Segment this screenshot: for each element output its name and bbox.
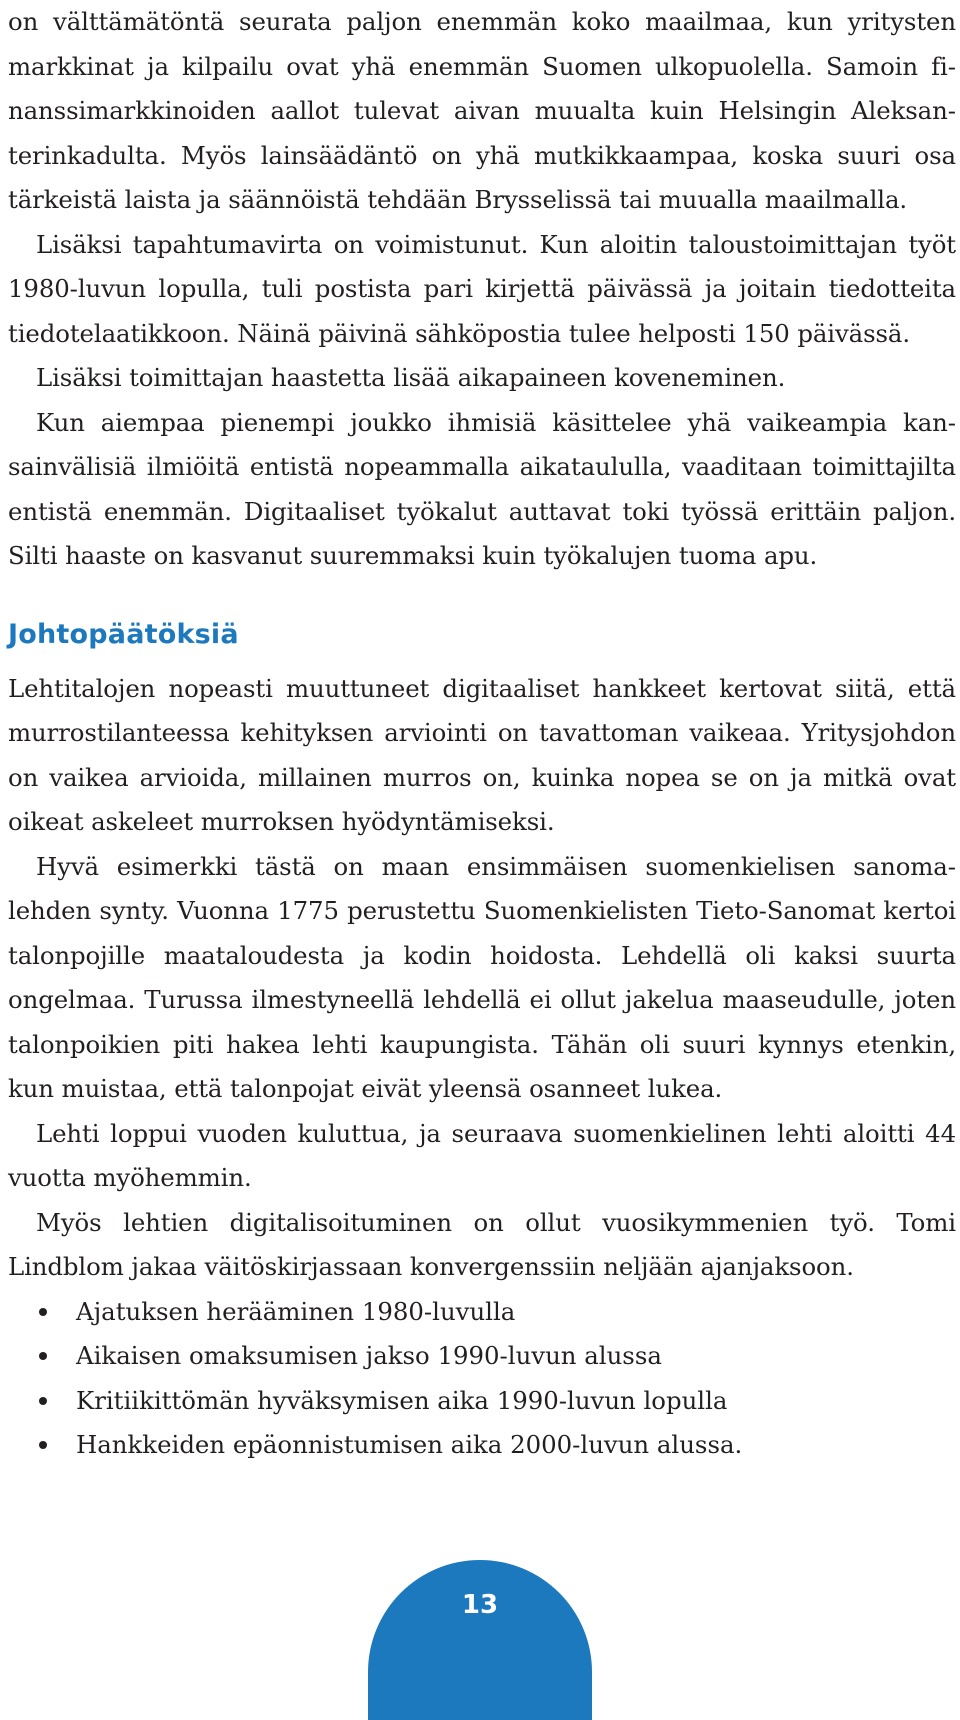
list-item (8, 1334, 956, 1379)
list-item (8, 1379, 956, 1424)
list-item-text: Aikaisen omaksumisen jakso 1990-luvun alussa (76, 1341, 662, 1370)
section-heading: Johtopäätöksiä (8, 618, 239, 650)
body-paragraph: Hyvä esimerkki tästä on maan ensimmäisen suomenkielisen sanomalehden synty. Vuonna 1775 perustettu Suomenkielisten Tieto-Sanomat kertoi talonpojille maataloudesta ja kodin hoidosta. Lehdellä oli kaksi suurta ongelmaa. Turussa ilmestyneellä lehdellä ei ollut jakelua maaseudulle, joten talonpoikien piti hakea lehti kaupungista. Tähän oli suuri kynnys etenkin, kun muistaa, että talonpojat eivät yleensä osanneet lukea. (8, 851, 956, 1103)
body-paragraph: Lehti loppui vuoden kuluttua, ja seuraava suomenkielinen lehti aloitti 44 vuotta myöhemmin. (8, 1118, 956, 1192)
intro-text-block (8, 0, 956, 579)
list-item (8, 1423, 956, 1468)
body-paragraph: Myös lehtien digitalisoituminen on ollut vuosikymmenien työ. Tomi Lindblom jakaa väitöskirjassaan konvergenssiin neljään ajanjaksoon. (8, 1207, 956, 1281)
body-paragraph: on välttämätöntä seurata paljon enemmän koko maailmaa, kun yritysten markkinat ja kilpailu ovat yhä enemmän Suomen ulkopuolella. Samoin finanssimarkkinoiden aallot tulevat aivan muualta kuin Helsingin Aleksanterinkadulta. Myös lainsäädäntö on yhä mutkikkaampaa, koska suuri osa tärkeistä laista ja säännöistä tehdään Brysselissä tai muualla maailmalla. (8, 7, 956, 214)
body-paragraph: Lisäksi toimittajan haastetta lisää aikapaineen koveneminen. (36, 363, 786, 392)
bullet-icon (39, 1397, 47, 1405)
list-item-text: Kritiikittömän hyväksymisen aika 1990-luvun lopulla (76, 1385, 728, 1415)
list-item (8, 1290, 956, 1335)
body-paragraph: Kun aiempaa pienempi joukko ihmisiä käsittelee yhä vaikeampia kansainvälisiä ilmiöitä entistä nopeammalla aikataululla, vaaditaan toimittajilta entistä enemmän. Digitaaliset työkalut auttavat toki työssä erittäin paljon. Silti haaste on kasvanut suuremmaksi kuin työkalujen tuoma apu. (8, 407, 956, 570)
bullet-icon (39, 1441, 47, 1449)
body-paragraph: Lisäksi tapahtumavirta on voimistunut. Kun aloitin taloustoimittajan työt 1980-luvun lopulla, tuli postista pari kirjettä päivässä ja joitain tiedotteita tiedotelaatikkoon. Näinä päivinä sähköpostia tulee helposti 150 päivässä. (8, 229, 956, 348)
bullet-icon (39, 1308, 47, 1316)
page-number: 13 (461, 1590, 499, 1620)
page-number-tab (368, 1560, 592, 1720)
body-paragraph: Lehtitalojen nopeasti muuttuneet digitaaliset hankkeet kertovat siitä, että murrostilanteessa kehityksen arviointi on tavattoman vaikeaa. Yritysjohdon on vaikea arvioida, millainen murros on, kuinka nopea se on ja mitkä ovat oikeat askeleet murroksen hyödyntämiseksi. (8, 673, 956, 836)
list-item-text: Ajatuksen herääminen 1980-luvulla (76, 1296, 516, 1326)
list-item-text: Hankkeiden epäonnistumisen aika 2000-luvun alussa. (76, 1430, 743, 1459)
document-page (8, 0, 956, 1468)
section-text-block (8, 667, 956, 1290)
bullet-icon (39, 1352, 47, 1360)
bullet-list (8, 1290, 956, 1468)
